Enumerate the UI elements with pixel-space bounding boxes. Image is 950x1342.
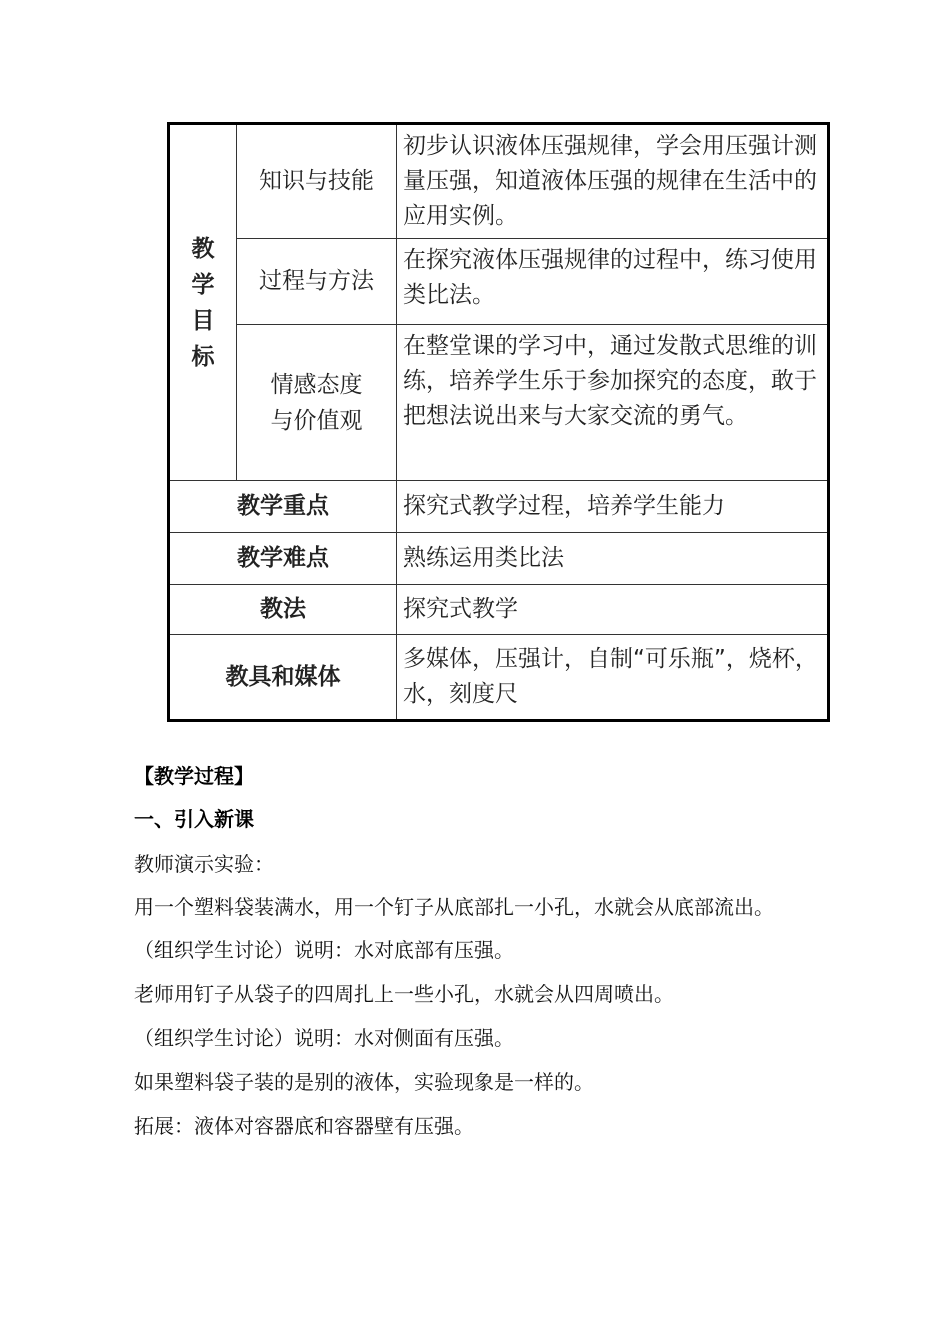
paragraph: 如果塑料袋子装的是别的液体，实验现象是一样的。: [134, 1070, 594, 1094]
teaching-aids-label: 教具和媒体: [169, 635, 397, 721]
objective-content-process: 在探究液体压强规律的过程中，练习使用类比法。: [397, 239, 829, 325]
section-title-intro: 一、引入新课: [134, 807, 254, 831]
objective-row-attitude: [169, 325, 829, 481]
difficult-points-label: 教学难点: [169, 533, 397, 585]
objective-content-attitude: 在整堂课的学习中，通过发散式思维的训练，培养学生乐于参加探究的态度，敢于把想法说出来与大家交流的勇气。: [397, 325, 829, 481]
paragraph: （组织学生讨论）说明：水对底部有压强。: [134, 938, 514, 962]
paragraph: 用一个塑料袋装满水，用一个钉子从底部扎一小孔，水就会从底部流出。: [134, 895, 774, 919]
key-points-content: 探究式教学过程，培养学生能力: [397, 481, 829, 533]
paragraph: （组织学生讨论）说明：水对侧面有压强。: [134, 1026, 514, 1050]
row-difficult-points: [169, 533, 829, 585]
key-points-label: 教学重点: [169, 481, 397, 533]
row-teaching-aids: [169, 635, 829, 721]
lesson-plan-table: [167, 122, 830, 722]
process-heading: 【教学过程】: [134, 764, 254, 788]
teaching-method-content: 探究式教学: [397, 585, 829, 635]
row-key-points: [169, 481, 829, 533]
objective-label-knowledge: 知识与技能: [237, 124, 397, 239]
objectives-category-cell: [169, 124, 237, 481]
teaching-aids-content: 多媒体，压强计，自制“可乐瓶”，烧杯，水，刻度尺: [397, 635, 829, 721]
objectives-label: 教学目标: [191, 235, 215, 370]
teaching-method-label: 教法: [169, 585, 397, 635]
paragraph: 教师演示实验：: [134, 852, 274, 876]
objective-row-process: [169, 239, 829, 325]
paragraph: 老师用钉子从袋子的四周扎上一些小孔，水就会从四周喷出。: [134, 982, 674, 1006]
objective-label-attitude: 情感态度与价值观: [237, 325, 397, 481]
difficult-points-content: 熟练运用类比法: [397, 533, 829, 585]
objective-row-knowledge: [169, 124, 829, 239]
objective-label-process: 过程与方法: [237, 239, 397, 325]
paragraph: 拓展：液体对容器底和容器壁有压强。: [134, 1114, 474, 1138]
row-teaching-method: [169, 585, 829, 635]
objective-content-knowledge: 初步认识液体压强规律，学会用压强计测量压强，知道液体压强的规律在生活中的应用实例。: [397, 124, 829, 239]
